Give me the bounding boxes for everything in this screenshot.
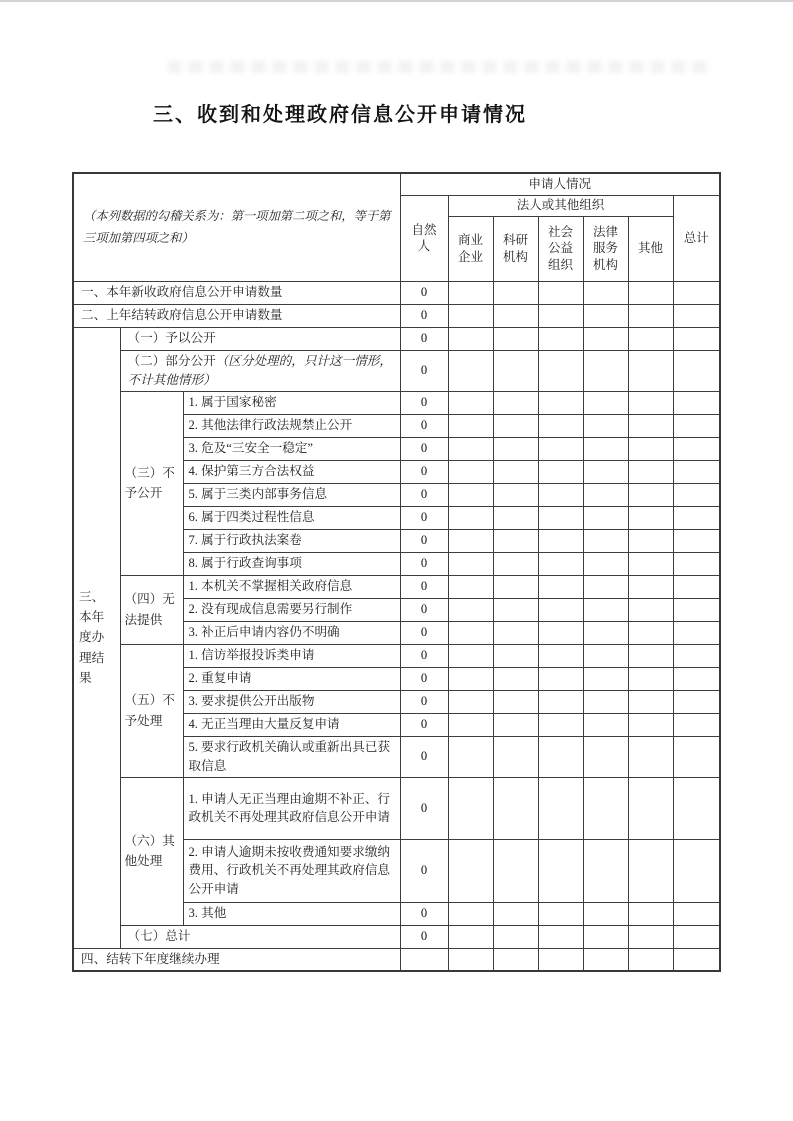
value-natural-person — [400, 948, 448, 971]
value-cell-empty — [448, 327, 493, 350]
value-cell-empty — [673, 644, 720, 667]
value-cell-empty — [493, 414, 538, 437]
table-row — [73, 350, 720, 391]
value-cell-empty — [583, 839, 628, 902]
value-natural-person: 0 — [400, 350, 448, 391]
row-label: 四、结转下年度继续办理 — [73, 948, 400, 971]
value-cell-empty — [628, 667, 673, 690]
value-cell-empty — [493, 350, 538, 391]
value-cell-empty — [628, 598, 673, 621]
value-cell-empty — [583, 552, 628, 575]
row-label: 3. 补正后申请内容仍不明确 — [183, 621, 400, 644]
value-cell-empty — [448, 529, 493, 552]
info-disclosure-applications-table — [72, 172, 721, 972]
value-cell-empty — [673, 667, 720, 690]
row-label: 5. 属于三类内部事务信息 — [183, 483, 400, 506]
group-label-not-processed: （五）不予处理 — [120, 644, 183, 777]
value-natural-person: 0 — [400, 304, 448, 327]
value-cell-empty — [448, 598, 493, 621]
value-cell-empty — [538, 350, 583, 391]
value-cell-empty — [628, 304, 673, 327]
value-cell-empty — [448, 281, 493, 304]
group-label-not-disclosed: （三）不予公开 — [120, 391, 183, 575]
table-row — [73, 644, 720, 667]
value-cell-empty — [628, 437, 673, 460]
row-label: 3. 危及“三安全一稳定” — [183, 437, 400, 460]
table-row — [73, 925, 720, 948]
value-cell-empty — [493, 506, 538, 529]
value-cell-empty — [448, 621, 493, 644]
value-cell-empty — [493, 777, 538, 839]
value-cell-empty — [448, 839, 493, 902]
value-cell-empty — [493, 327, 538, 350]
value-natural-person: 0 — [400, 575, 448, 598]
value-cell-empty — [673, 437, 720, 460]
value-cell-empty — [628, 713, 673, 736]
value-natural-person: 0 — [400, 327, 448, 350]
value-cell-empty — [583, 598, 628, 621]
row-label: 6. 属于四类过程性信息 — [183, 506, 400, 529]
value-cell-empty — [583, 437, 628, 460]
value-cell-empty — [448, 575, 493, 598]
value-cell-empty — [673, 902, 720, 925]
value-cell-empty — [538, 598, 583, 621]
value-cell-empty — [448, 690, 493, 713]
value-cell-empty — [538, 902, 583, 925]
value-cell-empty — [583, 391, 628, 414]
header-row-1 — [73, 173, 720, 195]
value-cell-empty — [628, 327, 673, 350]
value-cell-empty — [538, 552, 583, 575]
value-natural-person: 0 — [400, 667, 448, 690]
value-cell-empty — [538, 621, 583, 644]
value-cell-empty — [538, 414, 583, 437]
value-cell-empty — [673, 529, 720, 552]
value-cell-empty — [538, 839, 583, 902]
value-cell-empty — [493, 839, 538, 902]
value-natural-person: 0 — [400, 460, 448, 483]
value-cell-empty — [538, 690, 583, 713]
value-cell-empty — [673, 777, 720, 839]
value-cell-empty — [493, 736, 538, 777]
value-cell-empty — [673, 414, 720, 437]
value-cell-empty — [538, 304, 583, 327]
value-cell-empty — [628, 925, 673, 948]
value-cell-empty — [493, 690, 538, 713]
group-label-unable-to-provide: （四）无法提供 — [120, 575, 183, 644]
value-natural-person: 0 — [400, 281, 448, 304]
value-cell-empty — [538, 460, 583, 483]
value-cell-empty — [583, 575, 628, 598]
value-cell-empty — [583, 644, 628, 667]
row-label: （七）总计 — [120, 925, 400, 948]
value-cell-empty — [538, 713, 583, 736]
header-social-welfare-org: 社会公益组织 — [538, 216, 583, 281]
group-label-other-handling: （六）其他处理 — [120, 777, 183, 925]
table-note: （本列数据的勾稽关系为：第一项加第二项之和，等于第三项加第四项之和） — [73, 173, 400, 281]
value-cell-empty — [673, 839, 720, 902]
value-cell-empty — [538, 483, 583, 506]
value-cell-empty — [673, 281, 720, 304]
value-cell-empty — [628, 690, 673, 713]
row-label-note: （区分处理的，只计这一情形，不计其他情形） — [127, 354, 392, 387]
value-cell-empty — [583, 925, 628, 948]
row-label-main: （二）部分公开 — [127, 354, 216, 369]
table-row — [73, 948, 720, 971]
value-natural-person: 0 — [400, 925, 448, 948]
value-cell-empty — [583, 460, 628, 483]
table-row — [73, 304, 720, 327]
value-cell-empty — [448, 736, 493, 777]
value-cell-empty — [673, 391, 720, 414]
value-cell-empty — [493, 621, 538, 644]
value-cell-empty — [448, 948, 493, 971]
value-cell-empty — [628, 552, 673, 575]
value-cell-empty — [493, 902, 538, 925]
value-cell-empty — [583, 529, 628, 552]
value-natural-person: 0 — [400, 644, 448, 667]
table-row — [73, 281, 720, 304]
row-label: 8. 属于行政查询事项 — [183, 552, 400, 575]
row-label: 2. 申请人逾期未按收费通知要求缴纳费用、行政机关不再处理其政府信息公开申请 — [183, 839, 400, 902]
value-cell-empty — [583, 350, 628, 391]
row-label: （一）予以公开 — [120, 327, 400, 350]
header-total: 总计 — [673, 195, 720, 281]
row-label: 4. 无正当理由大量反复申请 — [183, 713, 400, 736]
value-natural-person: 0 — [400, 506, 448, 529]
value-cell-empty — [583, 327, 628, 350]
value-cell-empty — [538, 327, 583, 350]
value-cell-empty — [583, 483, 628, 506]
row-label: 5. 要求行政机关确认或重新出具已获取信息 — [183, 736, 400, 777]
value-cell-empty — [448, 552, 493, 575]
value-cell-empty — [538, 529, 583, 552]
value-cell-empty — [493, 437, 538, 460]
row-label: 1. 信访举报投诉类申请 — [183, 644, 400, 667]
row-label: 一、本年新收政府信息公开申请数量 — [73, 281, 400, 304]
value-cell-empty — [448, 391, 493, 414]
value-cell-empty — [448, 713, 493, 736]
value-natural-person: 0 — [400, 690, 448, 713]
header-legal-service-org: 法律服务机构 — [583, 216, 628, 281]
value-cell-empty — [673, 552, 720, 575]
value-cell-empty — [583, 621, 628, 644]
value-cell-empty — [628, 736, 673, 777]
value-natural-person: 0 — [400, 391, 448, 414]
value-natural-person: 0 — [400, 598, 448, 621]
value-natural-person: 0 — [400, 437, 448, 460]
value-cell-empty — [628, 644, 673, 667]
value-cell-empty — [493, 281, 538, 304]
value-cell-empty — [628, 281, 673, 304]
value-cell-empty — [673, 327, 720, 350]
value-cell-empty — [493, 598, 538, 621]
value-cell-empty — [673, 690, 720, 713]
value-cell-empty — [493, 460, 538, 483]
section-title: 三、收到和处理政府信息公开申请情况 — [153, 104, 527, 126]
value-cell-empty — [538, 281, 583, 304]
value-cell-empty — [673, 483, 720, 506]
value-cell-empty — [448, 902, 493, 925]
header-legal-org: 法人或其他组织 — [448, 195, 673, 216]
value-natural-person: 0 — [400, 902, 448, 925]
value-natural-person: 0 — [400, 713, 448, 736]
table-row — [73, 777, 720, 839]
value-cell-empty — [628, 391, 673, 414]
row-label: 3. 要求提供公开出版物 — [183, 690, 400, 713]
row-label: 1. 本机关不掌握相关政府信息 — [183, 575, 400, 598]
value-cell-empty — [493, 552, 538, 575]
value-cell-empty — [538, 777, 583, 839]
value-natural-person: 0 — [400, 529, 448, 552]
section-label-annual-results: 三、本年度办理结果 — [73, 327, 120, 948]
value-natural-person: 0 — [400, 736, 448, 777]
value-cell-empty — [628, 414, 673, 437]
value-cell-empty — [583, 667, 628, 690]
value-cell-empty — [628, 460, 673, 483]
value-cell-empty — [673, 598, 720, 621]
value-cell-empty — [493, 304, 538, 327]
value-cell-empty — [493, 667, 538, 690]
value-cell-empty — [628, 506, 673, 529]
value-cell-empty — [628, 483, 673, 506]
value-cell-empty — [448, 460, 493, 483]
value-cell-empty — [448, 925, 493, 948]
value-cell-empty — [673, 575, 720, 598]
value-cell-empty — [628, 529, 673, 552]
scan-bleedthrough-artifact — [168, 61, 713, 73]
value-cell-empty — [538, 437, 583, 460]
value-cell-empty — [538, 644, 583, 667]
value-cell-empty — [628, 777, 673, 839]
value-cell-empty — [583, 304, 628, 327]
value-cell-empty — [583, 414, 628, 437]
value-cell-empty — [628, 948, 673, 971]
value-cell-empty — [538, 575, 583, 598]
header-applicant-status: 申请人情况 — [400, 173, 720, 195]
row-label: 1. 申请人无正当理由逾期不补正、行政机关不再处理其政府信息公开申请 — [183, 777, 400, 839]
table-row — [73, 575, 720, 598]
row-label: 2. 没有现成信息需要另行制作 — [183, 598, 400, 621]
value-cell-empty — [583, 736, 628, 777]
value-cell-empty — [583, 948, 628, 971]
value-natural-person: 0 — [400, 414, 448, 437]
value-cell-empty — [673, 460, 720, 483]
value-cell-empty — [583, 690, 628, 713]
value-cell-empty — [673, 948, 720, 971]
value-cell-empty — [628, 621, 673, 644]
value-natural-person: 0 — [400, 777, 448, 839]
value-cell-empty — [448, 350, 493, 391]
value-cell-empty — [448, 644, 493, 667]
header-research-institution: 科研机构 — [493, 216, 538, 281]
table-row — [73, 327, 720, 350]
value-cell-empty — [583, 777, 628, 839]
value-cell-empty — [583, 506, 628, 529]
value-cell-empty — [673, 506, 720, 529]
row-label: 2. 重复申请 — [183, 667, 400, 690]
row-label: 二、上年结转政府信息公开申请数量 — [73, 304, 400, 327]
value-cell-empty — [493, 644, 538, 667]
value-cell-empty — [628, 839, 673, 902]
value-cell-empty — [538, 506, 583, 529]
value-cell-empty — [628, 902, 673, 925]
value-cell-empty — [673, 350, 720, 391]
value-cell-empty — [448, 777, 493, 839]
value-cell-empty — [673, 925, 720, 948]
value-cell-empty — [583, 281, 628, 304]
value-cell-empty — [448, 667, 493, 690]
value-cell-empty — [538, 391, 583, 414]
value-cell-empty — [583, 902, 628, 925]
row-label: 1. 属于国家秘密 — [183, 391, 400, 414]
value-cell-empty — [538, 948, 583, 971]
row-label: 4. 保护第三方合法权益 — [183, 460, 400, 483]
value-cell-empty — [673, 621, 720, 644]
value-natural-person: 0 — [400, 621, 448, 644]
value-cell-empty — [628, 350, 673, 391]
value-cell-empty — [448, 506, 493, 529]
value-cell-empty — [448, 483, 493, 506]
value-cell-empty — [493, 529, 538, 552]
value-cell-empty — [673, 713, 720, 736]
value-cell-empty — [673, 736, 720, 777]
value-cell-empty — [673, 304, 720, 327]
value-cell-empty — [583, 713, 628, 736]
value-cell-empty — [448, 304, 493, 327]
header-commercial-enterprise: 商业企业 — [448, 216, 493, 281]
value-cell-empty — [538, 667, 583, 690]
value-natural-person: 0 — [400, 552, 448, 575]
value-natural-person: 0 — [400, 839, 448, 902]
value-cell-empty — [538, 736, 583, 777]
value-cell-empty — [448, 414, 493, 437]
scan-page-top-edge — [0, 0, 793, 2]
value-cell-empty — [493, 575, 538, 598]
value-cell-empty — [628, 575, 673, 598]
value-cell-empty — [493, 483, 538, 506]
value-cell-empty — [493, 948, 538, 971]
value-cell-empty — [493, 925, 538, 948]
value-cell-empty — [493, 391, 538, 414]
row-label — [120, 350, 400, 391]
row-label: 7. 属于行政执法案卷 — [183, 529, 400, 552]
row-label: 3. 其他 — [183, 902, 400, 925]
value-cell-empty — [448, 437, 493, 460]
header-other-org: 其他 — [628, 216, 673, 281]
row-label: 2. 其他法律行政法规禁止公开 — [183, 414, 400, 437]
value-natural-person: 0 — [400, 483, 448, 506]
table-row — [73, 391, 720, 414]
value-cell-empty — [493, 713, 538, 736]
value-cell-empty — [538, 925, 583, 948]
header-natural-person: 自然人 — [400, 195, 448, 281]
